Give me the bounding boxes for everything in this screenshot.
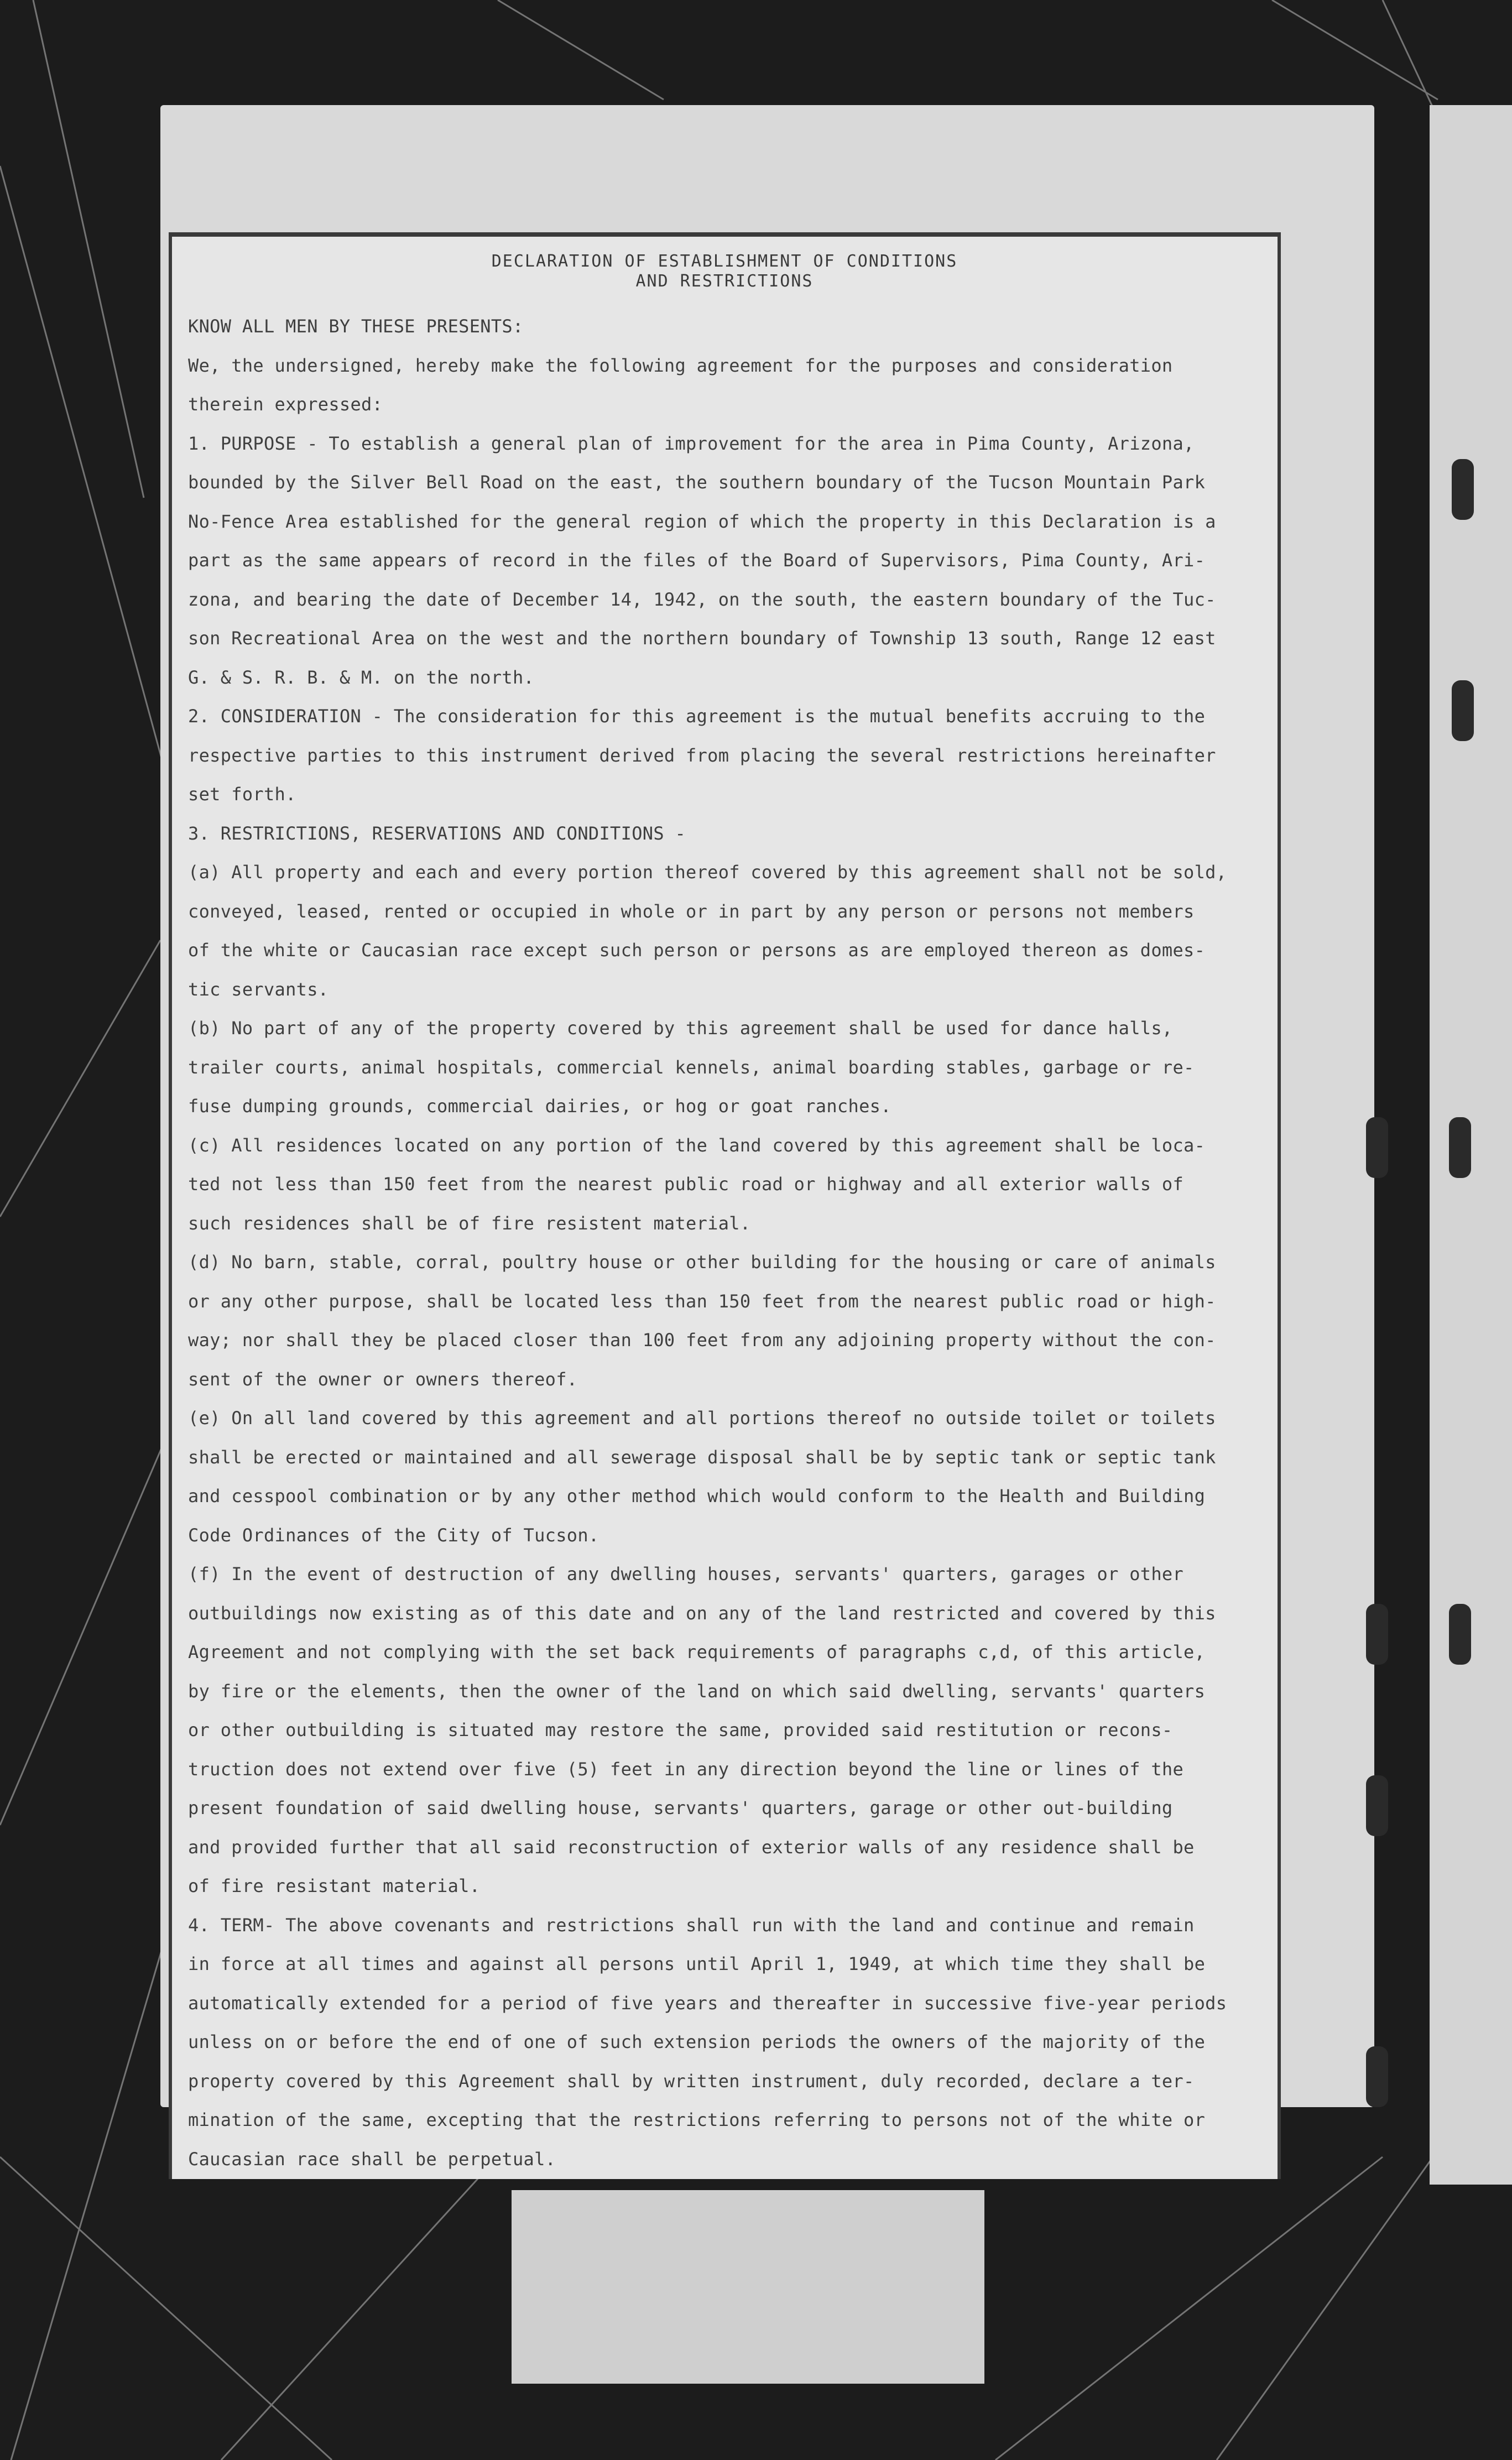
document-line: Caucasian race shall be perpetual. bbox=[188, 2148, 556, 2170]
document-line: outbuildings now existing as of this date and on any of the land restricted and covered by this bbox=[188, 1602, 1216, 1624]
document-line: (d) No barn, stable, corral, poultry house or other building for the housing or care of animals bbox=[188, 1252, 1216, 1273]
document-line: way; nor shall they be placed closer than 100 feet from any adjoining property without the con- bbox=[188, 1330, 1216, 1351]
document-line: zona, and bearing the date of December 14, 1942, on the south, the eastern boundary of the Tuc- bbox=[188, 588, 1216, 610]
document-line: 4. TERM- The above covenants and restrictions shall run with the land and continue and remain bbox=[188, 1914, 1195, 1936]
document-line: respective parties to this instrument derived from placing the several restrictions hereinafter bbox=[188, 744, 1216, 766]
document-line: or other outbuilding is situated may restore the same, provided said restitution or recons- bbox=[188, 1719, 1173, 1740]
binder-hole-icon bbox=[1449, 1117, 1471, 1178]
document-line: KNOW ALL MEN BY THESE PRESENTS: bbox=[188, 316, 524, 337]
document-line: truction does not extend over five (5) feet in any direction beyond the line or lines of the bbox=[188, 1758, 1184, 1780]
binder-hole-icon bbox=[1366, 1604, 1388, 1665]
document-line: property covered by this Agreement shall by written instrument, duly recorded, declare a ter- bbox=[188, 2070, 1195, 2092]
document-line: Agreement and not complying with the set back requirements of paragraphs c,d, of this article, bbox=[188, 1641, 1206, 1662]
binder-hole-icon bbox=[1366, 2046, 1388, 2107]
document-line: conveyed, leased, rented or occupied in whole or in part by any person or persons not members bbox=[188, 900, 1195, 922]
document-line: unless on or before the end of one of such extension periods the owners of the majority of the bbox=[188, 2031, 1206, 2052]
document-line: set forth. bbox=[188, 784, 296, 805]
document-line: We, the undersigned, hereby make the following agreement for the purposes and consideration bbox=[188, 355, 1173, 376]
page-tab bbox=[512, 2190, 984, 2384]
binder-hole-icon bbox=[1452, 680, 1474, 741]
binder-hole-icon bbox=[1452, 459, 1474, 520]
document-body bbox=[188, 307, 1272, 2178]
document-line: and provided further that all said reconstruction of exterior walls of any residence shall be bbox=[188, 1836, 1195, 1858]
document-line: (f) In the event of destruction of any dwelling houses, servants' quarters, garages or other bbox=[188, 1563, 1184, 1585]
document-line: therein expressed: bbox=[188, 394, 383, 415]
document-line: bounded by the Silver Bell Road on the east, the southern boundary of the Tucson Mountain Park bbox=[188, 472, 1206, 493]
document-line: trailer courts, animal hospitals, commercial kennels, animal boarding stables, garbage or re- bbox=[188, 1056, 1195, 1078]
title-line: DECLARATION OF ESTABLISHMENT OF CONDITIONS bbox=[491, 252, 958, 271]
document-line: such residences shall be of fire resistent material. bbox=[188, 1212, 751, 1234]
document-line: by fire or the elements, then the owner of the land on which said dwelling, servants' quarters bbox=[188, 1680, 1206, 1702]
document-line: ted not less than 150 feet from the nearest public road or highway and all exterior walls of bbox=[188, 1174, 1184, 1195]
document-line: No-Fence Area established for the general region of which the property in this Declaration is a bbox=[188, 510, 1216, 532]
document-line: (a) All property and each and every portion thereof covered by this agreement shall not be sold, bbox=[188, 862, 1227, 883]
document-line: and cesspool combination or by any other method which would conform to the Health and Building bbox=[188, 1486, 1206, 1507]
binder-hole-icon bbox=[1366, 1117, 1388, 1178]
document-line: fuse dumping grounds, commercial dairies, or hog or goat ranches. bbox=[188, 1096, 891, 1117]
document-line: Code Ordinances of the City of Tucson. bbox=[188, 1524, 599, 1546]
document-line: or any other purpose, shall be located less than 150 feet from the nearest public road or high- bbox=[188, 1290, 1216, 1312]
document-line: mination of the same, excepting that the restrictions referring to persons not of the white or bbox=[188, 2109, 1206, 2130]
document-line: (b) No part of any of the property covered by this agreement shall be used for dance halls, bbox=[188, 1018, 1173, 1039]
document-line: present foundation of said dwelling house, servants' quarters, garage or other out-building bbox=[188, 1797, 1173, 1818]
document-line: of fire resistant material. bbox=[188, 1875, 481, 1896]
document-title bbox=[183, 252, 1266, 291]
binder-hole-icon bbox=[1449, 1604, 1471, 1665]
document-line: (c) All residences located on any portion of the land covered by this agreement shall be loca- bbox=[188, 1134, 1206, 1156]
document-line: 3. RESTRICTIONS, RESERVATIONS AND CONDITIONS - bbox=[188, 822, 686, 844]
document-line: G. & S. R. B. & M. on the north. bbox=[188, 666, 535, 688]
margin-line bbox=[1278, 232, 1281, 2179]
document-line: (e) On all land covered by this agreement and all portions thereof no outside toilet or toilets bbox=[188, 1408, 1216, 1429]
title-line: AND RESTRICTIONS bbox=[635, 272, 814, 291]
document-line: shall be erected or maintained and all sewerage disposal shall be by septic tank or septic tank bbox=[188, 1446, 1216, 1468]
document-line: of the white or Caucasian race except such person or persons as are employed thereon as domes- bbox=[188, 940, 1206, 961]
document-line: son Recreational Area on the west and the northern boundary of Township 13 south, Range 12 east bbox=[188, 628, 1216, 649]
document-line: automatically extended for a period of five years and thereafter in successive five-year periods bbox=[188, 1992, 1227, 2014]
document-line: sent of the owner or owners thereof. bbox=[188, 1368, 578, 1390]
document-line: tic servants. bbox=[188, 978, 329, 1000]
document-line: part as the same appears of record in the files of the Board of Supervisors, Pima County, Ari- bbox=[188, 550, 1206, 571]
document-line: in force at all times and against all persons until April 1, 1949, at which time they shall be bbox=[188, 1953, 1206, 1974]
binder-hole-icon bbox=[1366, 1775, 1388, 1836]
document-line: 2. CONSIDERATION - The consideration for this agreement is the mutual benefits accruing to the bbox=[188, 706, 1206, 727]
document-line: 1. PURPOSE - To establish a general plan of improvement for the area in Pima County, Arizona, bbox=[188, 432, 1195, 454]
